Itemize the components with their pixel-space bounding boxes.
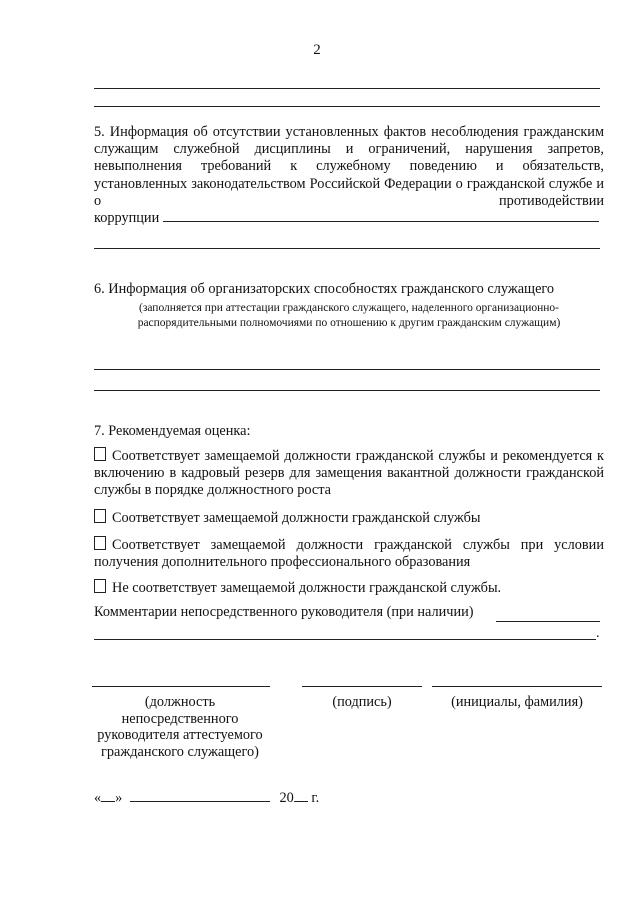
fill-line[interactable] — [94, 248, 600, 249]
option-label: Соответствует замещаемой должности гражданской службы при условии получения дополнительного профессионального образования — [94, 537, 604, 571]
comments-fill-line-2[interactable] — [94, 639, 596, 640]
comments-fill-line[interactable] — [496, 621, 600, 622]
checkbox[interactable] — [94, 579, 106, 593]
signature-line[interactable] — [302, 686, 422, 687]
option-3[interactable] — [94, 536, 604, 571]
option-label: Соответствует замещаемой должности гражданской службы и рекомендуется к включению в кадровый резерв для замещения вакантной должности гражданской службы в порядке должностного роста — [94, 448, 604, 499]
section-5-last-word: коррупции — [94, 210, 160, 227]
position-caption: (должность непосредственного руководителя аттестуемого гражданского служащего) — [97, 694, 263, 760]
fill-line[interactable] — [94, 88, 600, 89]
name-caption: (инициалы, фамилия) — [451, 694, 583, 710]
option-2[interactable] — [94, 509, 604, 527]
section-7-title: 7. Рекомендуемая оценка: — [94, 423, 251, 439]
option-1[interactable] — [94, 447, 604, 500]
position-line[interactable] — [92, 686, 270, 687]
date-close-quote: » — [115, 790, 123, 806]
checkbox[interactable] — [94, 447, 106, 461]
checkbox[interactable] — [94, 509, 106, 523]
option-label: Соответствует замещаемой должности гражданской службы — [112, 510, 481, 526]
year-suffix: г. — [311, 790, 320, 806]
comments-label-text: Комментарии непосредственного руководителя (при наличии) — [94, 604, 474, 620]
day-fill[interactable] — [101, 801, 115, 802]
section-5-body: 5. Информация об отсутствии установленных фактов несоблюдения гражданским служащим служебной дисциплины и ограничений, нарушения запретов, невыполнения требований к служебному поведению и обязательств, установленных законодательством Российской Федерации о гражданской службе и о противодействии — [94, 124, 604, 209]
section-5-fill-line[interactable] — [163, 221, 599, 222]
fill-line[interactable] — [94, 106, 600, 107]
comments-end-period: . — [596, 626, 600, 641]
section-5-text — [94, 124, 604, 228]
fill-line[interactable] — [94, 390, 600, 391]
section-6-note: (заполняется при аттестации гражданского служащего, наделенного организационно-распорядительными полномочиями по отношению к другим гражданским служащим) — [137, 302, 561, 329]
name-line[interactable] — [432, 686, 602, 687]
date-open-quote: « — [94, 790, 102, 806]
month-fill[interactable] — [130, 801, 270, 802]
checkbox[interactable] — [94, 536, 106, 550]
year-fill[interactable] — [294, 801, 308, 802]
option-label: Не соответствует замещаемой должности гражданской службы. — [112, 580, 502, 596]
signature-caption: (подпись) — [332, 694, 392, 710]
page-number: 2 — [313, 42, 321, 58]
option-4[interactable] — [94, 579, 604, 597]
year-prefix: 20 — [279, 790, 294, 806]
fill-line[interactable] — [94, 369, 600, 370]
comments-label — [94, 604, 604, 621]
date-line — [94, 790, 319, 807]
section-6-title: 6. Информация об организаторских способностях гражданского служащего — [94, 281, 555, 297]
